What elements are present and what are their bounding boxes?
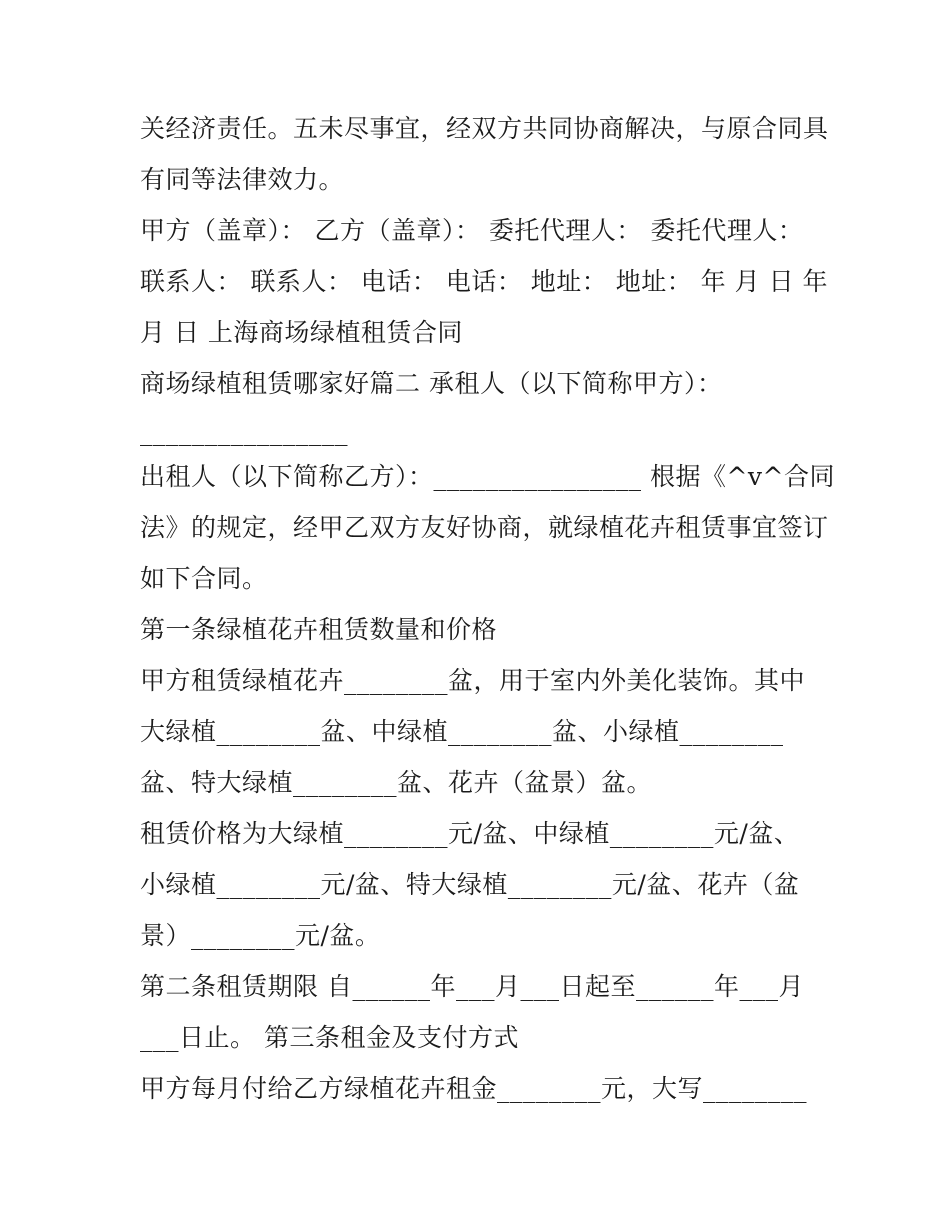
contact-line: 联系人： 联系人： 电话： 电话： 地址： 地址： 年 月 日 年: [140, 267, 829, 296]
text-line: 月 日 上海商场绿植租赁合同: [140, 318, 463, 347]
text-line: 小绿植________元/盆、特大绿植________元/盆、花卉（盆: [140, 870, 800, 899]
text-line: 租赁价格为大绿植________元/盆、中绿植________元/盆、: [140, 819, 800, 848]
text-line: 关经济责任。五未尽事宜，经双方共同协商解决，与原合同具: [140, 114, 829, 143]
blank-field: ________________: [140, 417, 348, 446]
article-heading: 第一条绿植花卉租赁数量和价格: [140, 615, 498, 644]
text-line: 盆、特大绿植________盆、花卉（盆景）盆。: [140, 768, 653, 797]
text-line: 有同等法律效力。: [140, 165, 345, 194]
section-heading: 商场绿植租赁哪家好篇二 承租人（以下简称甲方）：: [140, 369, 723, 398]
text-line: 甲方租赁绿植花卉________盆，用于室内外美化装饰。其中: [140, 666, 806, 695]
signature-line: 甲方（盖章）： 乙方（盖章）： 委托代理人： 委托代理人：: [140, 216, 804, 245]
text-line: 甲方每月付给乙方绿植花卉租金________元，大写________: [140, 1074, 808, 1103]
text-line: 法》的规定，经甲乙双方友好协商，就绿植花卉租赁事宜签订: [140, 513, 829, 542]
text-line: 如下合同。: [140, 564, 268, 593]
text-line: 大绿植________盆、中绿植________盆、小绿植________: [140, 717, 784, 746]
article-heading: 第二条租赁期限 自______年___月___日起至______年___月: [140, 972, 804, 1001]
text-line: ___日止。 第三条租金及支付方式: [140, 1023, 519, 1052]
text-line: 景）________元/盆。: [140, 921, 381, 950]
text-line: 出租人（以下简称乙方）：________________ 根据《^v^合同: [140, 462, 835, 491]
